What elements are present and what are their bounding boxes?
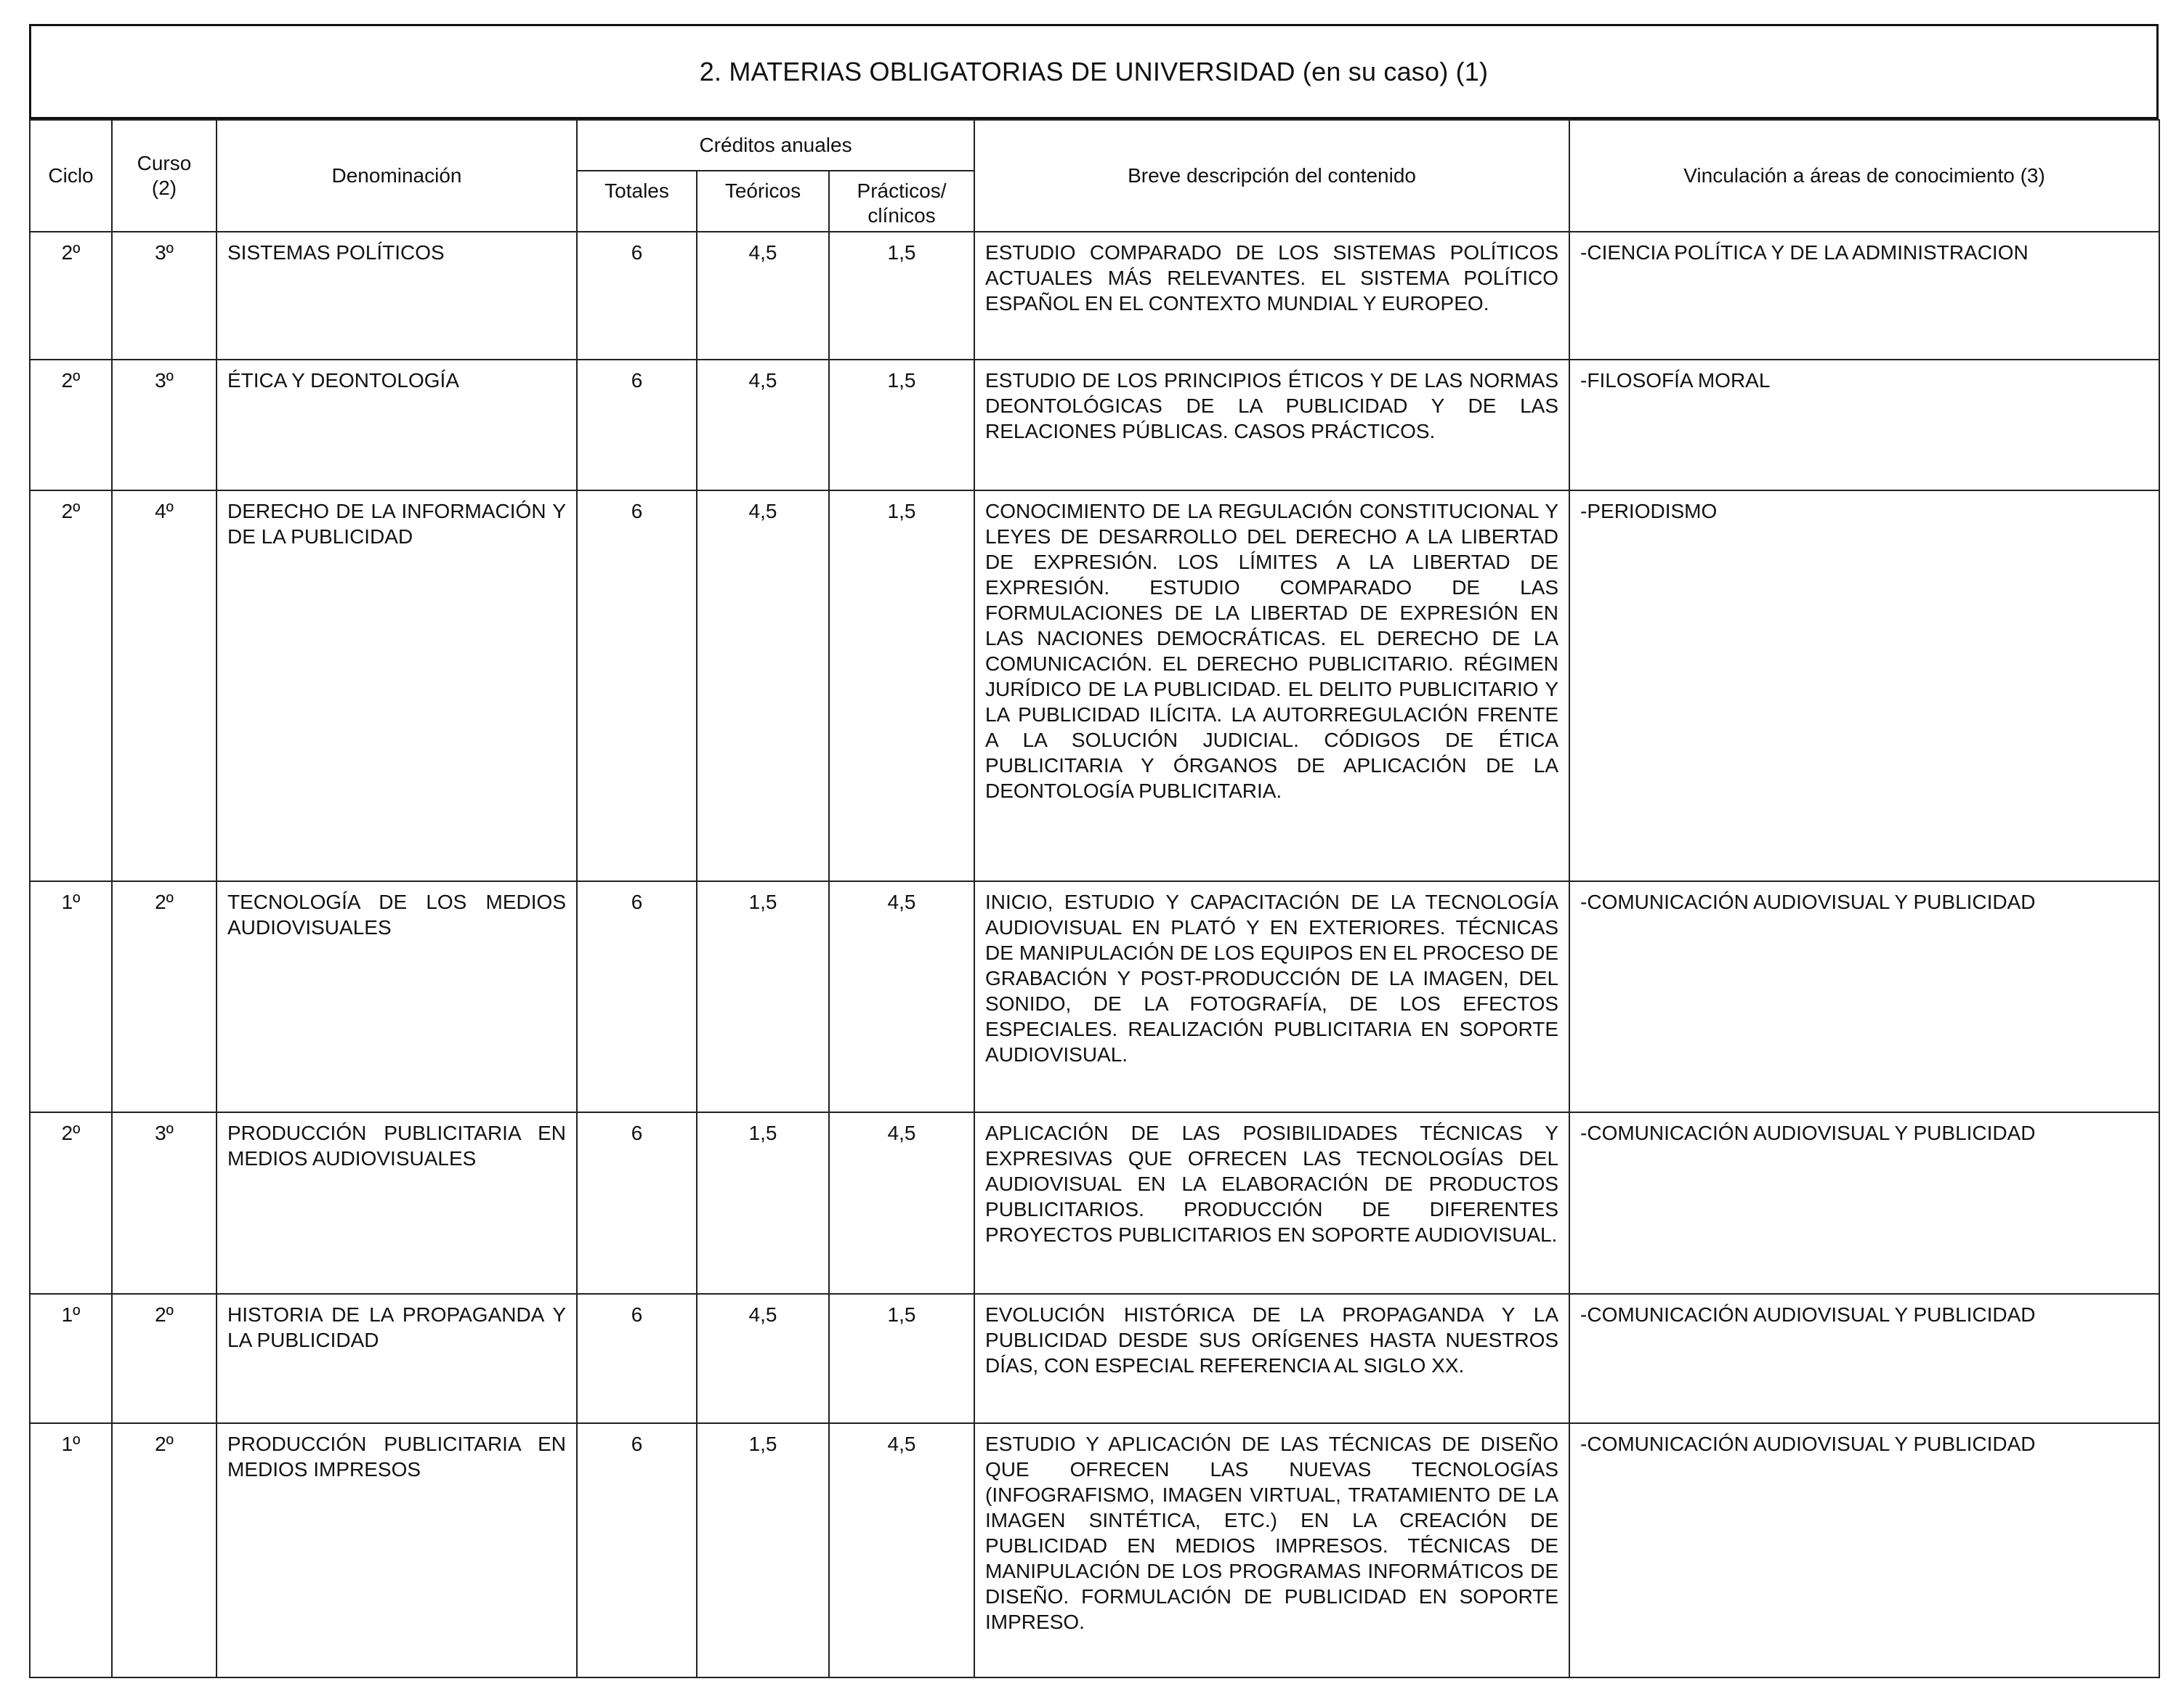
subjects-table [29,119,2160,1678]
cell-denominacion: PRODUCCIÓN PUBLICITARIA EN MEDIOS AUDIOVISUALES [217,1112,577,1294]
table-row [30,360,2159,490]
cell-ciclo: 2º [30,232,112,360]
cell-denominacion: DERECHO DE LA INFORMACIÓN Y DE LA PUBLICIDAD [217,490,577,881]
header-teoricos: Teóricos [697,171,829,232]
cell-ciclo: 1º [30,1294,112,1423]
cell-practicos: 1,5 [829,490,974,881]
header-practicos-label-2: clínicos [867,204,936,227]
table-row [30,1294,2159,1423]
cell-totales: 6 [577,1423,697,1677]
cell-denominacion: TECNOLOGÍA DE LOS MEDIOS AUDIOVISUALES [217,881,577,1112]
cell-ciclo: 1º [30,881,112,1112]
cell-totales: 6 [577,232,697,360]
cell-practicos: 4,5 [829,1423,974,1677]
cell-totales: 6 [577,490,697,881]
cell-practicos: 1,5 [829,360,974,490]
cell-totales: 6 [577,1294,697,1423]
cell-curso: 4º [112,490,217,881]
table-row [30,1112,2159,1294]
cell-teoricos: 4,5 [697,232,829,360]
table-row [30,881,2159,1112]
header-curso [112,120,217,232]
page-title: 2. MATERIAS OBLIGATORIAS DE UNIVERSIDAD (en su caso) (1) [699,56,1489,86]
cell-teoricos: 4,5 [697,1294,829,1423]
cell-ciclo: 2º [30,360,112,490]
cell-area: -CIENCIA POLÍTICA Y DE LA ADMINISTRACION [1569,232,2159,360]
header-ciclo: Ciclo [30,120,112,232]
header-creditos: Créditos anuales [577,120,974,171]
cell-teoricos: 1,5 [697,881,829,1112]
cell-totales: 6 [577,881,697,1112]
header-curso-note: (2) [151,177,177,200]
cell-area: -COMUNICACIÓN AUDIOVISUAL Y PUBLICIDAD [1569,1112,2159,1294]
header-descripcion: Breve descripción del contenido [974,120,1569,232]
cell-area: -COMUNICACIÓN AUDIOVISUAL Y PUBLICIDAD [1569,1294,2159,1423]
header-totales: Totales [577,171,697,232]
table-row [30,1423,2159,1677]
cell-ciclo: 2º [30,490,112,881]
header-practicos [829,171,974,232]
cell-area: -PERIODISMO [1569,490,2159,881]
cell-descripcion: CONOCIMIENTO DE LA REGULACIÓN CONSTITUCIONAL Y LEYES DE DESARROLLO DEL DERECHO A LA LIBERTAD DE EXPRESIÓN. LOS LÍMITES A LA LIBERTAD DE EXPRESIÓN. ESTUDIO COMPARADO DE LAS FORMULACIONES DE LA LIBERTAD DE EXPRESIÓN EN LAS NACIONES DEMOCRÁTICAS. EL DERECHO DE LA COMUNICACIÓN. EL DERECHO PUBLICITARIO. RÉGIMEN JURÍDICO DE LA PUBLICIDAD. EL DELITO PUBLICITARIO Y LA PUBLICIDAD ILÍCITA. LA AUTORREGULACIÓN FRENTE A LA SOLUCIÓN JUDICIAL. CÓDIGOS DE ÉTICA PUBLICITARIA Y ÓRGANOS DE APLICACIÓN DE LA DEONTOLOGÍA PUBLICITARIA. [974,490,1569,881]
cell-area: -COMUNICACIÓN AUDIOVISUAL Y PUBLICIDAD [1569,1423,2159,1677]
cell-descripcion: ESTUDIO DE LOS PRINCIPIOS ÉTICOS Y DE LAS NORMAS DEONTOLÓGICAS DE LA PUBLICIDAD Y DE LAS RELACIONES PÚBLICAS. CASOS PRÁCTICOS. [974,360,1569,490]
table-row [30,490,2159,881]
cell-area: -COMUNICACIÓN AUDIOVISUAL Y PUBLICIDAD [1569,881,2159,1112]
cell-totales: 6 [577,1112,697,1294]
header-curso-label: Curso [137,152,192,174]
cell-denominacion: PRODUCCIÓN PUBLICITARIA EN MEDIOS IMPRESOS [217,1423,577,1677]
table-row [30,232,2159,360]
table-body [30,232,2159,1677]
document-sheet [29,24,2159,1678]
cell-denominacion: SISTEMAS POLÍTICOS [217,232,577,360]
cell-curso: 2º [112,1294,217,1423]
cell-teoricos: 4,5 [697,360,829,490]
cell-teoricos: 4,5 [697,490,829,881]
cell-area: -FILOSOFÍA MORAL [1569,360,2159,490]
cell-descripcion: INICIO, ESTUDIO Y CAPACITACIÓN DE LA TECNOLOGÍA AUDIOVISUAL EN PLATÓ Y EN EXTERIORES. TÉCNICAS DE MANIPULACIÓN DE LOS EQUIPOS EN EL PROCESO DE GRABACIÓN Y POST-PRODUCCIÓN DE LA IMAGEN, DEL SONIDO, DE LA FOTOGRAFÍA, DE LOS EFECTOS ESPECIALES. REALIZACIÓN PUBLICITARIA EN SOPORTE AUDIOVISUAL. [974,881,1569,1112]
header-vinculacion: Vinculación a áreas de conocimiento (3) [1569,120,2159,232]
cell-curso: 2º [112,881,217,1112]
cell-curso: 2º [112,1423,217,1677]
cell-descripcion: ESTUDIO Y APLICACIÓN DE LAS TÉCNICAS DE DISEÑO QUE OFRECEN LAS NUEVAS TECNOLOGÍAS (INFOGRAFISMO, IMAGEN VIRTUAL, TRATAMIENTO DE LA IMAGEN SINTÉTICA, ETC.) EN LA CREACIÓN DE PUBLICIDAD EN MEDIOS IMPRESOS. TÉCNICAS DE MANIPULACIÓN DE LOS PROGRAMAS INFORMÁTICOS DE DISEÑO. FORMULACIÓN DE PUBLICIDAD EN SOPORTE IMPRESO. [974,1423,1569,1677]
cell-ciclo: 2º [30,1112,112,1294]
cell-descripcion: EVOLUCIÓN HISTÓRICA DE LA PROPAGANDA Y LA PUBLICIDAD DESDE SUS ORÍGENES HASTA NUESTROS DÍAS, CON ESPECIAL REFERENCIA AL SIGLO XX. [974,1294,1569,1423]
cell-teoricos: 1,5 [697,1423,829,1677]
header-practicos-label: Prácticos/ [857,179,947,202]
cell-descripcion: ESTUDIO COMPARADO DE LOS SISTEMAS POLÍTICOS ACTUALES MÁS RELEVANTES. EL SISTEMA POLÍTICO ESPAÑOL EN EL CONTEXTO MUNDIAL Y EUROPEO. [974,232,1569,360]
cell-curso: 3º [112,1112,217,1294]
cell-descripcion: APLICACIÓN DE LAS POSIBILIDADES TÉCNICAS Y EXPRESIVAS QUE OFRECEN LAS TECNOLOGÍAS DEL AUDIOVISUAL EN LA ELABORACIÓN DE PRODUCTOS PUBLICITARIOS. PRODUCCIÓN DE DIFERENTES PROYECTOS PUBLICITARIOS EN SOPORTE AUDIOVISUAL. [974,1112,1569,1294]
cell-denominacion: ÉTICA Y DEONTOLOGÍA [217,360,577,490]
cell-totales: 6 [577,360,697,490]
cell-practicos: 1,5 [829,1294,974,1423]
cell-practicos: 4,5 [829,881,974,1112]
cell-practicos: 4,5 [829,1112,974,1294]
cell-practicos: 1,5 [829,232,974,360]
cell-curso: 3º [112,360,217,490]
cell-curso: 3º [112,232,217,360]
cell-ciclo: 1º [30,1423,112,1677]
cell-teoricos: 1,5 [697,1112,829,1294]
title-box [29,24,2159,119]
header-denominacion: Denominación [217,120,577,232]
cell-denominacion: HISTORIA DE LA PROPAGANDA Y LA PUBLICIDAD [217,1294,577,1423]
